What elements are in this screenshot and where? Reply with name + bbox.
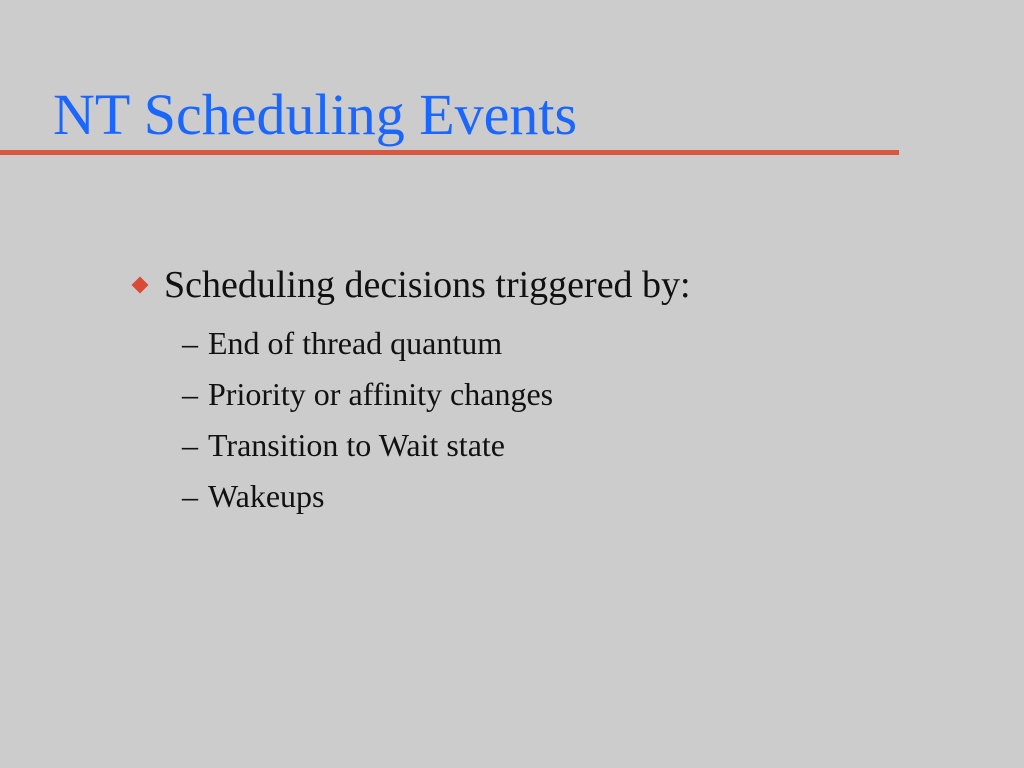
sub-bullet-list xyxy=(182,318,553,522)
dash-marker: – xyxy=(182,325,198,361)
main-bullet xyxy=(130,262,691,308)
diamond-icon xyxy=(132,277,149,294)
sub-bullet-item xyxy=(182,318,553,369)
sub-bullet-item xyxy=(182,471,553,522)
slide-title: NT Scheduling Events xyxy=(53,82,578,147)
title-underline xyxy=(0,150,899,155)
sub-bullet-item xyxy=(182,420,553,471)
dash-marker: – xyxy=(182,376,198,412)
sub-bullet-text: Wakeups xyxy=(208,478,325,514)
sub-bullet-item xyxy=(182,369,553,420)
sub-bullet-text: Priority or affinity changes xyxy=(208,376,554,412)
sub-bullet-text: Transition to Wait state xyxy=(208,427,505,463)
dash-marker: – xyxy=(182,478,198,514)
dash-marker: – xyxy=(182,427,198,463)
main-bullet-text: Scheduling decisions triggered by: xyxy=(164,264,691,306)
sub-bullet-text: End of thread quantum xyxy=(208,325,503,361)
